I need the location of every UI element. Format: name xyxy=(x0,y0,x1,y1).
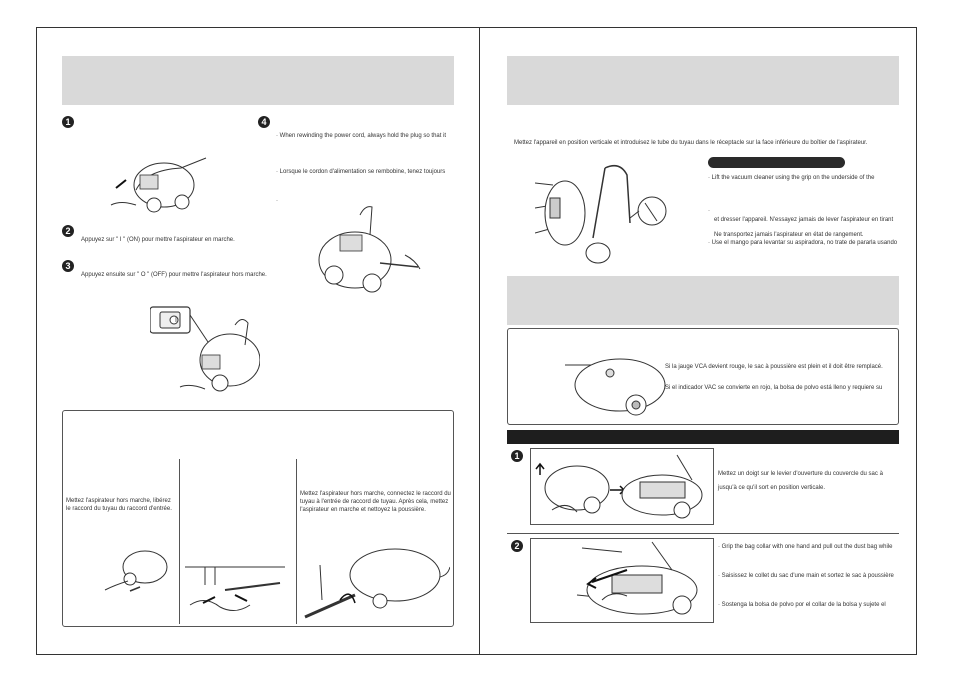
right-intro-text: Mettez l'appareil en position verticale et introduisez le tube du tuyau dans le réceptacle sur la face inférieure du boîtier de l'aspirateur. xyxy=(514,140,868,146)
carry-line-1: · Lift the vacuum cleaner using the grip on the underside of the xyxy=(708,175,875,181)
step-4-line-2: · Lorsque le cordon d'alimentation se rembobine, tenez toujours xyxy=(276,169,446,175)
bag-step-2-line-2: · Saisissez le collet du sac d'une main et sortez le sac à poussière xyxy=(718,573,894,579)
lower-col1-text: Mettez l'aspirateur hors marche, libérez le raccord du tuyau du raccord d'entrée. xyxy=(66,498,172,512)
step-3-number: 3 xyxy=(62,260,74,272)
indicator-text-es: Si el indicador VAC se convierte en rojo, la bolsa de polvo está lleno y requiere su xyxy=(665,385,883,391)
bag-step-2-number: 2 xyxy=(511,540,523,552)
blow-dust-illustration xyxy=(185,565,285,620)
carry-heading-bar xyxy=(708,157,845,168)
right-section-band xyxy=(507,276,899,325)
carry-line-2: · xyxy=(708,208,710,214)
carry-line-5: · Use el mango para levantar su aspiradora, no trate de pararla usando xyxy=(708,240,898,246)
step-4-line-3: · xyxy=(276,198,278,204)
switch-on-label: I xyxy=(175,317,177,324)
lower-col3-text: Mettez l'aspirateur hors marche, connectez le raccord du tuyau à l'entrée de raccord de tuyau. Après cela, mettez l'aspirateur en marche et nettoyez la poussière. xyxy=(300,491,451,513)
right-header-band xyxy=(507,56,899,105)
remove-bag-illustration xyxy=(532,540,712,621)
upright-storage-illustration xyxy=(535,163,675,273)
carry-line-4: Ne transportez jamais l'aspirateur en état de rangement. xyxy=(714,232,864,238)
detach-hose-illustration xyxy=(100,545,170,605)
step-2-number: 2 xyxy=(62,225,74,237)
step-4-line-1: · When rewinding the power cord, always hold the plug so that it xyxy=(276,133,447,139)
reattach-hose-illustration xyxy=(300,545,450,625)
lower-col-divider-1 xyxy=(179,459,180,624)
page-divider xyxy=(479,27,480,655)
step-3-text: Appuyez ensuite sur " O " (OFF) pour mettre l'aspirateur hors marche. xyxy=(81,272,267,278)
step-4-number: 4 xyxy=(258,116,270,128)
step-2-text: Appuyez sur " I " (ON) pour mettre l'aspirateur en marche. xyxy=(81,237,235,243)
bag-step-1-line-2: jusqu'à ce qu'il sort en position verticale. xyxy=(718,485,826,491)
vacuum-cord-illustration xyxy=(106,150,218,220)
left-header-band xyxy=(62,56,454,105)
indicator-text-fr: Si la jauge VCA devient rouge, le sac à poussière est plein et il doit être remplacé. xyxy=(665,364,883,370)
step-1-number: 1 xyxy=(62,116,74,128)
bag-step-1-number: 1 xyxy=(511,450,523,462)
bag-step-separator xyxy=(507,533,899,534)
carry-line-3: et dresser l'appareil. N'essayez jamais de lever l'aspirateur en tirant xyxy=(714,217,894,223)
power-switch-illustration xyxy=(150,305,260,397)
open-lid-illustration xyxy=(532,450,712,523)
bag-step-2-line-1: · Grip the bag collar with one hand and pull out the dust bag while xyxy=(718,544,893,550)
indicator-vacuum-illustration xyxy=(560,355,670,423)
dustbag-heading-bar xyxy=(507,430,899,444)
bag-step-1-line-1: Mettez un doigt sur le levier d'ouverture du couvercle du sac à xyxy=(718,471,883,477)
lower-col-divider-2 xyxy=(296,459,297,624)
rewind-cord-illustration xyxy=(310,205,428,300)
bag-step-2-line-3: · Sostenga la bolsa de polvo por el collar de la bolsa y sujete el xyxy=(718,602,886,608)
